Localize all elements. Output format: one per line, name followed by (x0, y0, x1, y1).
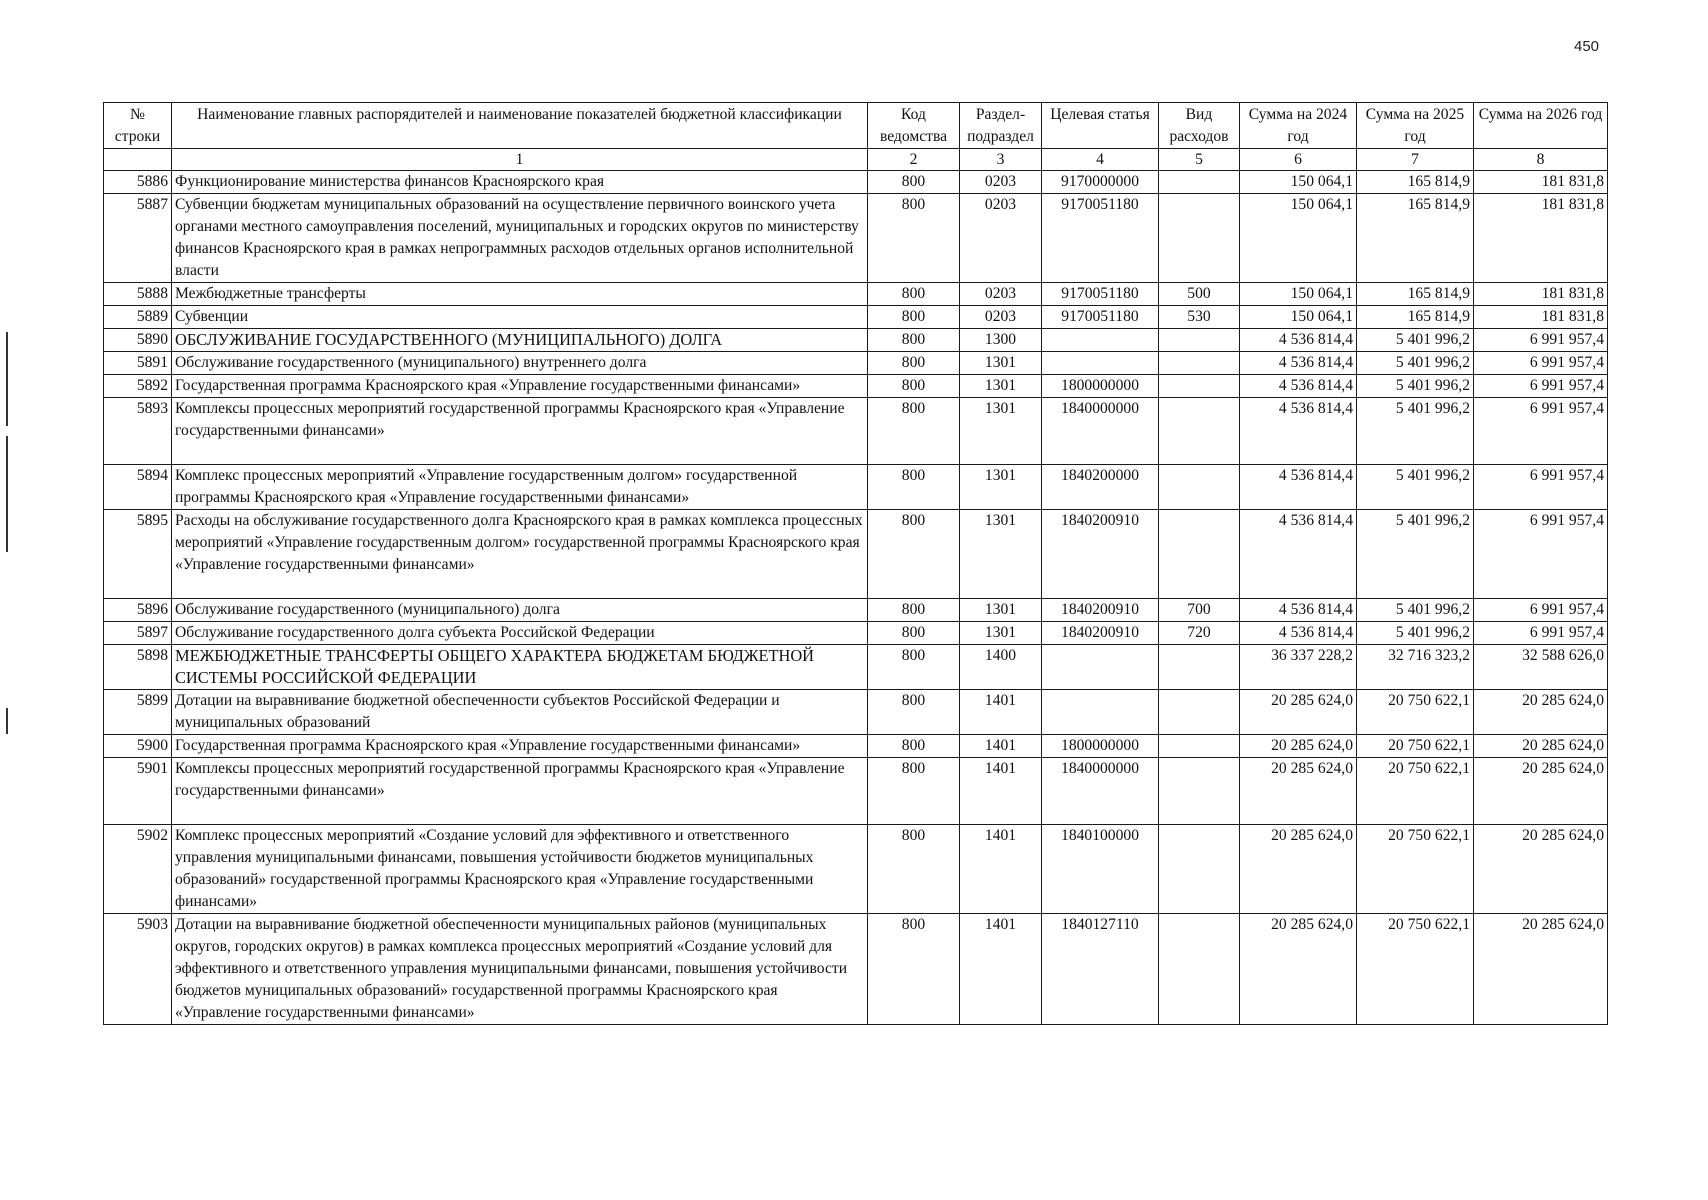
row-dept-code: 800 (868, 825, 960, 914)
row-sum-2025: 20 750 622,1 (1357, 735, 1474, 758)
row-target: 1840000000 (1042, 398, 1159, 465)
row-name: Расходы на обслуживание государственного долга Красноярского края в рамках комплекса процессных мероприятий «Управление государственным долгом» государственной программы Красноярского края «Управление государственными финансами» (172, 510, 868, 599)
row-sum-2024: 4 536 814,4 (1240, 352, 1357, 375)
row-sum-2024: 20 285 624,0 (1240, 758, 1357, 825)
header-section: Раздел-подраздел (960, 103, 1042, 149)
row-sum-2025: 20 750 622,1 (1357, 825, 1474, 914)
row-sum-2025: 20 750 622,1 (1357, 690, 1474, 735)
row-target: 9170051180 (1042, 194, 1159, 283)
row-number: 5891 (104, 352, 172, 375)
row-sum-2025: 5 401 996,2 (1357, 352, 1474, 375)
row-name: Комплексы процессных мероприятий государственной программы Красноярского края «Управление государственными финансами» (172, 758, 868, 825)
row-name: МЕЖБЮДЖЕТНЫЕ ТРАНСФЕРТЫ ОБЩЕГО ХАРАКТЕРА БЮДЖЕТАМ БЮДЖЕТНОЙ СИСТЕМЫ РОССИЙСКОЙ ФЕДЕРАЦИИ (172, 645, 868, 690)
row-dept-code: 800 (868, 375, 960, 398)
table-row (104, 329, 1608, 352)
row-dept-code: 800 (868, 914, 960, 1025)
column-numbers-row (104, 149, 1608, 171)
table-row (104, 622, 1608, 645)
table-row (104, 375, 1608, 398)
row-section: 1401 (960, 690, 1042, 735)
row-expense-type (1159, 825, 1240, 914)
row-dept-code: 800 (868, 735, 960, 758)
header-target: Целевая статья (1042, 103, 1159, 149)
row-sum-2025: 165 814,9 (1357, 194, 1474, 283)
row-target: 1800000000 (1042, 735, 1159, 758)
table-row (104, 645, 1608, 690)
row-sum-2024: 150 064,1 (1240, 194, 1357, 283)
margin-mark (6, 708, 8, 734)
header-sum-2025: Сумма на 2025 год (1357, 103, 1474, 149)
row-target (1042, 645, 1159, 690)
row-sum-2026: 6 991 957,4 (1474, 329, 1608, 352)
row-sum-2025: 5 401 996,2 (1357, 329, 1474, 352)
row-target: 9170000000 (1042, 171, 1159, 194)
table-row (104, 465, 1608, 510)
row-number: 5900 (104, 735, 172, 758)
row-sum-2025: 5 401 996,2 (1357, 375, 1474, 398)
row-target: 1840100000 (1042, 825, 1159, 914)
row-sum-2026: 20 285 624,0 (1474, 758, 1608, 825)
table-row (104, 599, 1608, 622)
header-sum-2026: Сумма на 2026 год (1474, 103, 1608, 149)
row-number: 5887 (104, 194, 172, 283)
row-dept-code: 800 (868, 465, 960, 510)
row-sum-2025: 165 814,9 (1357, 306, 1474, 329)
row-sum-2025: 5 401 996,2 (1357, 398, 1474, 465)
row-name: Комплекс процессных мероприятий «Создание условий для эффективного и ответственного управления муниципальными финансами, повышения устойчивости бюджетов муниципальных образований» государственной программы Красноярского края «Управление государственными финансами» (172, 825, 868, 914)
row-sum-2024: 20 285 624,0 (1240, 735, 1357, 758)
row-sum-2024: 4 536 814,4 (1240, 622, 1357, 645)
row-section: 1301 (960, 510, 1042, 599)
table-row (104, 690, 1608, 735)
row-section: 1400 (960, 645, 1042, 690)
row-expense-type (1159, 398, 1240, 465)
row-expense-type (1159, 735, 1240, 758)
row-expense-type: 700 (1159, 599, 1240, 622)
row-sum-2026: 6 991 957,4 (1474, 465, 1608, 510)
column-number: 7 (1357, 149, 1474, 171)
row-dept-code: 800 (868, 398, 960, 465)
margin-mark (6, 436, 8, 552)
row-sum-2026: 32 588 626,0 (1474, 645, 1608, 690)
row-expense-type: 530 (1159, 306, 1240, 329)
row-name: Функционирование министерства финансов Красноярского края (172, 171, 868, 194)
row-section: 1401 (960, 735, 1042, 758)
row-expense-type (1159, 375, 1240, 398)
row-target: 9170051180 (1042, 283, 1159, 306)
row-target: 1840200000 (1042, 465, 1159, 510)
budget-table (103, 102, 1608, 1025)
row-sum-2024: 20 285 624,0 (1240, 914, 1357, 1025)
row-sum-2024: 20 285 624,0 (1240, 825, 1357, 914)
row-expense-type (1159, 329, 1240, 352)
table-header-row (104, 103, 1608, 149)
row-sum-2026: 6 991 957,4 (1474, 599, 1608, 622)
row-number: 5893 (104, 398, 172, 465)
column-number: 3 (960, 149, 1042, 171)
row-name: Государственная программа Красноярского края «Управление государственными финансами» (172, 375, 868, 398)
row-number: 5895 (104, 510, 172, 599)
row-number: 5903 (104, 914, 172, 1025)
row-section: 1301 (960, 465, 1042, 510)
row-dept-code: 800 (868, 194, 960, 283)
row-section: 1401 (960, 825, 1042, 914)
row-expense-type (1159, 758, 1240, 825)
row-number: 5902 (104, 825, 172, 914)
row-expense-type (1159, 171, 1240, 194)
table-row (104, 194, 1608, 283)
table-row (104, 914, 1608, 1025)
row-name: Дотации на выравнивание бюджетной обеспеченности субъектов Российской Федерации и муниципальных образований (172, 690, 868, 735)
row-sum-2026: 20 285 624,0 (1474, 690, 1608, 735)
row-dept-code: 800 (868, 690, 960, 735)
row-section: 0203 (960, 283, 1042, 306)
row-section: 0203 (960, 306, 1042, 329)
row-expense-type (1159, 510, 1240, 599)
row-sum-2024: 4 536 814,4 (1240, 329, 1357, 352)
row-expense-type (1159, 914, 1240, 1025)
row-section: 1301 (960, 398, 1042, 465)
row-number: 5886 (104, 171, 172, 194)
table-row (104, 825, 1608, 914)
row-sum-2025: 20 750 622,1 (1357, 914, 1474, 1025)
row-dept-code: 800 (868, 645, 960, 690)
column-number: 6 (1240, 149, 1357, 171)
table-row (104, 352, 1608, 375)
row-section: 1401 (960, 758, 1042, 825)
row-target: 9170051180 (1042, 306, 1159, 329)
row-sum-2025: 165 814,9 (1357, 283, 1474, 306)
row-number: 5901 (104, 758, 172, 825)
header-dept-code: Код ведомства (868, 103, 960, 149)
row-sum-2026: 6 991 957,4 (1474, 398, 1608, 465)
row-sum-2026: 6 991 957,4 (1474, 352, 1608, 375)
row-sum-2025: 5 401 996,2 (1357, 622, 1474, 645)
table-row (104, 171, 1608, 194)
row-dept-code: 800 (868, 329, 960, 352)
table-row (104, 398, 1608, 465)
row-number: 5892 (104, 375, 172, 398)
row-sum-2024: 4 536 814,4 (1240, 375, 1357, 398)
row-name: Субвенции бюджетам муниципальных образований на осуществление первичного воинского учета органами местного самоуправления поселений, муниципальных и городских округов по министерству финансов Красноярского края в рамках непрограммных расходов отдельных органов исполнительной власти (172, 194, 868, 283)
row-sum-2026: 20 285 624,0 (1474, 914, 1608, 1025)
row-dept-code: 800 (868, 283, 960, 306)
row-sum-2026: 181 831,8 (1474, 194, 1608, 283)
row-dept-code: 800 (868, 306, 960, 329)
row-sum-2024: 4 536 814,4 (1240, 510, 1357, 599)
row-dept-code: 800 (868, 622, 960, 645)
row-sum-2026: 181 831,8 (1474, 306, 1608, 329)
row-sum-2026: 20 285 624,0 (1474, 735, 1608, 758)
row-section: 0203 (960, 194, 1042, 283)
header-row-no: № строки (104, 103, 172, 149)
header-sum-2024: Сумма на 2024 год (1240, 103, 1357, 149)
row-expense-type: 720 (1159, 622, 1240, 645)
header-name: Наименование главных распорядителей и наименование показателей бюджетной классификации (172, 103, 868, 149)
row-dept-code: 800 (868, 510, 960, 599)
row-expense-type (1159, 645, 1240, 690)
row-section: 0203 (960, 171, 1042, 194)
row-sum-2024: 4 536 814,4 (1240, 599, 1357, 622)
row-target: 1840000000 (1042, 758, 1159, 825)
row-sum-2026: 20 285 624,0 (1474, 825, 1608, 914)
row-section: 1301 (960, 599, 1042, 622)
row-number: 5897 (104, 622, 172, 645)
table-row (104, 735, 1608, 758)
row-section: 1301 (960, 352, 1042, 375)
row-sum-2024: 36 337 228,2 (1240, 645, 1357, 690)
row-target: 1840200910 (1042, 599, 1159, 622)
row-target: 1840127110 (1042, 914, 1159, 1025)
row-sum-2025: 32 716 323,2 (1357, 645, 1474, 690)
row-target: 1800000000 (1042, 375, 1159, 398)
row-sum-2026: 6 991 957,4 (1474, 510, 1608, 599)
row-expense-type: 500 (1159, 283, 1240, 306)
row-sum-2026: 181 831,8 (1474, 283, 1608, 306)
column-number (104, 149, 172, 171)
row-name: Обслуживание государственного (муниципального) долга (172, 599, 868, 622)
row-sum-2025: 20 750 622,1 (1357, 758, 1474, 825)
row-section: 1401 (960, 914, 1042, 1025)
row-dept-code: 800 (868, 171, 960, 194)
row-number: 5888 (104, 283, 172, 306)
table-row (104, 306, 1608, 329)
column-number: 4 (1042, 149, 1159, 171)
row-number: 5894 (104, 465, 172, 510)
row-sum-2025: 165 814,9 (1357, 171, 1474, 194)
row-target (1042, 329, 1159, 352)
column-number: 5 (1159, 149, 1240, 171)
row-sum-2024: 150 064,1 (1240, 306, 1357, 329)
row-expense-type (1159, 352, 1240, 375)
table-row (104, 510, 1608, 599)
row-name: Межбюджетные трансферты (172, 283, 868, 306)
row-expense-type (1159, 465, 1240, 510)
row-sum-2024: 20 285 624,0 (1240, 690, 1357, 735)
row-name: Обслуживание государственного долга субъекта Российской Федерации (172, 622, 868, 645)
row-sum-2024: 150 064,1 (1240, 171, 1357, 194)
page-number: 450 (1574, 38, 1600, 55)
row-number: 5898 (104, 645, 172, 690)
row-dept-code: 800 (868, 758, 960, 825)
column-number: 8 (1474, 149, 1608, 171)
table-row (104, 758, 1608, 825)
row-section: 1301 (960, 375, 1042, 398)
row-target (1042, 690, 1159, 735)
header-expense-type: Вид расходов (1159, 103, 1240, 149)
row-target: 1840200910 (1042, 510, 1159, 599)
row-sum-2025: 5 401 996,2 (1357, 465, 1474, 510)
row-sum-2026: 6 991 957,4 (1474, 622, 1608, 645)
row-sum-2024: 150 064,1 (1240, 283, 1357, 306)
row-name: Обслуживание государственного (муниципального) внутреннего долга (172, 352, 868, 375)
row-number: 5889 (104, 306, 172, 329)
row-sum-2026: 181 831,8 (1474, 171, 1608, 194)
row-section: 1300 (960, 329, 1042, 352)
row-sum-2026: 6 991 957,4 (1474, 375, 1608, 398)
row-sum-2025: 5 401 996,2 (1357, 599, 1474, 622)
column-number: 2 (868, 149, 960, 171)
row-dept-code: 800 (868, 352, 960, 375)
column-number: 1 (172, 149, 868, 171)
row-sum-2025: 5 401 996,2 (1357, 510, 1474, 599)
row-sum-2024: 4 536 814,4 (1240, 398, 1357, 465)
table-row (104, 283, 1608, 306)
row-name: Комплексы процессных мероприятий государственной программы Красноярского края «Управление государственными финансами» (172, 398, 868, 465)
row-target: 1840200910 (1042, 622, 1159, 645)
row-name: Субвенции (172, 306, 868, 329)
row-sum-2024: 4 536 814,4 (1240, 465, 1357, 510)
row-number: 5896 (104, 599, 172, 622)
row-name: ОБСЛУЖИВАНИЕ ГОСУДАРСТВЕННОГО (МУНИЦИПАЛЬНОГО) ДОЛГА (172, 329, 868, 352)
row-target (1042, 352, 1159, 375)
row-expense-type (1159, 690, 1240, 735)
row-dept-code: 800 (868, 599, 960, 622)
row-name: Комплекс процессных мероприятий «Управление государственным долгом» государственной программы Красноярского края «Управление государственными финансами» (172, 465, 868, 510)
row-name: Государственная программа Красноярского края «Управление государственными финансами» (172, 735, 868, 758)
row-expense-type (1159, 194, 1240, 283)
row-number: 5899 (104, 690, 172, 735)
row-number: 5890 (104, 329, 172, 352)
margin-mark (6, 332, 8, 426)
row-name: Дотации на выравнивание бюджетной обеспеченности муниципальных районов (муниципальных округов, городских округов) в рамках комплекса процессных мероприятий «Создание условий для эффективного и ответственного управления муниципальными финансами, повышения устойчивости бюджетов муниципальных образований» государственной программы Красноярского края «Управление государственными финансами» (172, 914, 868, 1025)
row-section: 1301 (960, 622, 1042, 645)
